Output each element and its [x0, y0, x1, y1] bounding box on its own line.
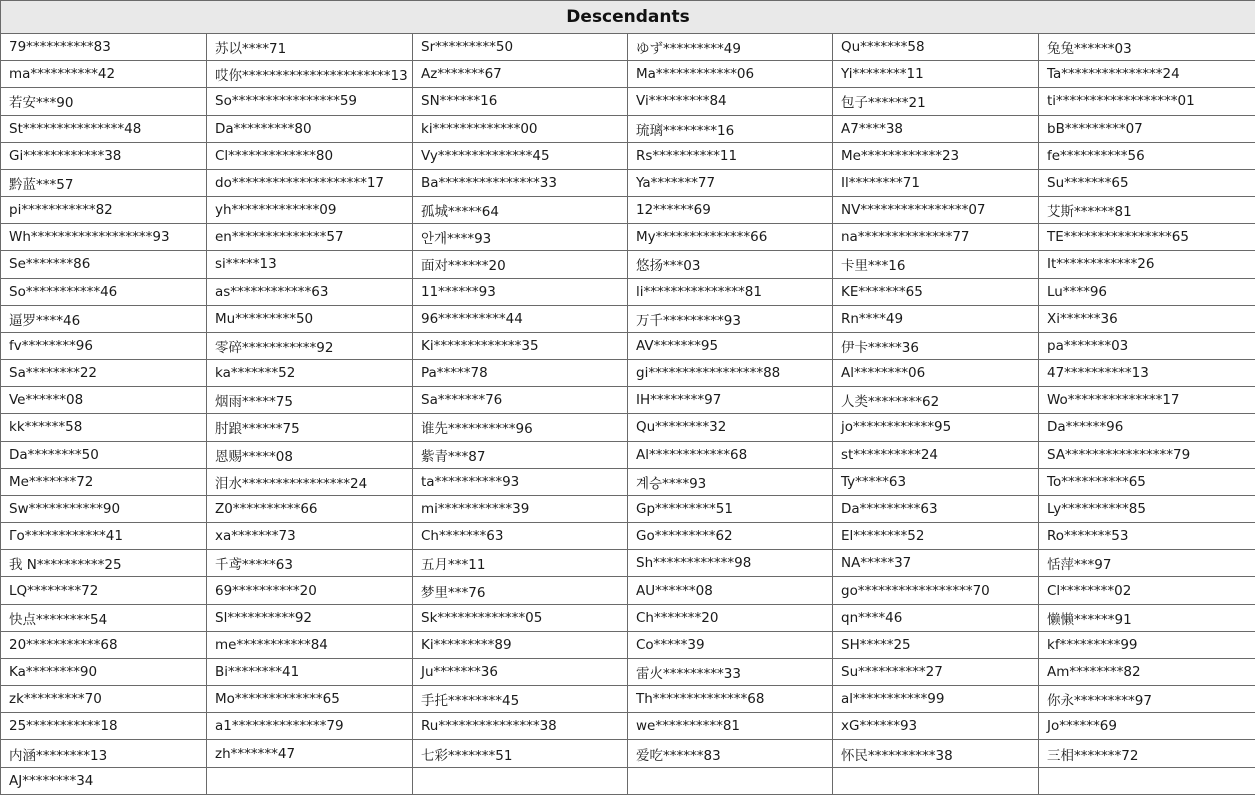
name-cell: 梦里***76 — [413, 577, 628, 604]
name-cell — [628, 767, 833, 794]
name-cell: LQ********72 — [1, 577, 207, 604]
name-cell: AJ********34 — [1, 767, 207, 794]
name-cell: 人类********62 — [833, 387, 1039, 414]
name-cell: 雷火*********33 — [628, 658, 833, 685]
name-cell: Ma************06 — [628, 61, 833, 88]
name-cell: Da*********63 — [833, 495, 1039, 522]
table-row — [1, 577, 1255, 604]
table-row — [1, 115, 1255, 142]
name-cell: 恩赐*****08 — [207, 441, 413, 468]
name-cell: Az*******67 — [413, 61, 628, 88]
name-cell: 25***********18 — [1, 713, 207, 740]
name-cell: 烟雨*****75 — [207, 387, 413, 414]
name-cell: Rn****49 — [833, 305, 1039, 332]
table-row — [1, 767, 1255, 794]
name-cell: To**********65 — [1039, 468, 1255, 495]
name-cell: Mu*********50 — [207, 305, 413, 332]
name-cell: Yi********11 — [833, 61, 1039, 88]
name-cell: Lu****96 — [1039, 278, 1255, 305]
table-row — [1, 251, 1255, 278]
table-row — [1, 88, 1255, 115]
name-cell: 69**********20 — [207, 577, 413, 604]
name-cell: 47**********13 — [1039, 360, 1255, 387]
name-cell: 内涵********13 — [1, 740, 207, 767]
name-cell: Pa*****78 — [413, 360, 628, 387]
table-row — [1, 360, 1255, 387]
table-row — [1, 550, 1255, 577]
name-cell: Qu*******58 — [833, 34, 1039, 61]
name-cell: ゆず*********49 — [628, 34, 833, 61]
name-cell: go*****************70 — [833, 577, 1039, 604]
name-cell: Ro*******53 — [1039, 523, 1255, 550]
table-row — [1, 740, 1255, 767]
name-cell: 怀民**********38 — [833, 740, 1039, 767]
name-cell: 계승****93 — [628, 468, 833, 495]
name-cell: Sh************98 — [628, 550, 833, 577]
name-cell: Ch*******20 — [628, 604, 833, 631]
name-cell: Ta***************24 — [1039, 61, 1255, 88]
name-cell: as************63 — [207, 278, 413, 305]
table-row — [1, 468, 1255, 495]
name-cell: na**************77 — [833, 224, 1039, 251]
name-cell: Gp*********51 — [628, 495, 833, 522]
name-cell: Al********06 — [833, 360, 1039, 387]
name-cell: 伊卡*****36 — [833, 332, 1039, 359]
name-cell: zh*******47 — [207, 740, 413, 767]
name-cell: Me************23 — [833, 142, 1039, 169]
name-cell: Da********50 — [1, 441, 207, 468]
name-cell: Da******96 — [1039, 414, 1255, 441]
name-cell: Wh******************93 — [1, 224, 207, 251]
name-cell: 零碎***********92 — [207, 332, 413, 359]
name-cell: 手托********45 — [413, 686, 628, 713]
name-cell: Xi******36 — [1039, 305, 1255, 332]
table-row — [1, 305, 1255, 332]
name-cell: Ki*************35 — [413, 332, 628, 359]
table-row — [1, 387, 1255, 414]
name-cell: 兔兔******03 — [1039, 34, 1255, 61]
name-cell: zk*********70 — [1, 686, 207, 713]
name-cell: Vy**************45 — [413, 142, 628, 169]
name-cell: Al************68 — [628, 441, 833, 468]
name-cell: 五月***11 — [413, 550, 628, 577]
name-cell: Sk*************05 — [413, 604, 628, 631]
name-cell: Sl**********92 — [207, 604, 413, 631]
header-row — [1, 1, 1255, 34]
name-cell: El********52 — [833, 523, 1039, 550]
name-cell: kk******58 — [1, 414, 207, 441]
table-title: Descendants — [1, 1, 1255, 34]
name-cell: AV*******95 — [628, 332, 833, 359]
name-cell: xG******93 — [833, 713, 1039, 740]
name-cell: Am********82 — [1039, 658, 1255, 685]
name-cell: 万千*********93 — [628, 305, 833, 332]
name-cell: IH********97 — [628, 387, 833, 414]
table-row — [1, 523, 1255, 550]
name-cell: Cl*************80 — [207, 142, 413, 169]
name-cell — [1039, 767, 1255, 794]
name-cell: 包子******21 — [833, 88, 1039, 115]
name-cell: 紫青***87 — [413, 441, 628, 468]
table-row — [1, 658, 1255, 685]
name-cell: 面对******20 — [413, 251, 628, 278]
table-row — [1, 332, 1255, 359]
name-cell: si*****13 — [207, 251, 413, 278]
name-cell: 苏以****71 — [207, 34, 413, 61]
name-cell: Go*********62 — [628, 523, 833, 550]
name-cell: 悠扬***03 — [628, 251, 833, 278]
name-cell: bB*********07 — [1039, 115, 1255, 142]
name-cell: NV****************07 — [833, 197, 1039, 224]
name-cell: qn****46 — [833, 604, 1039, 631]
name-cell: Gi************38 — [1, 142, 207, 169]
name-cell: fv********96 — [1, 332, 207, 359]
name-cell: mi***********39 — [413, 495, 628, 522]
name-cell: Cl********02 — [1039, 577, 1255, 604]
table-row — [1, 495, 1255, 522]
name-cell: al***********99 — [833, 686, 1039, 713]
name-cell: 黔蓝***57 — [1, 169, 207, 196]
name-cell: Ya*******77 — [628, 169, 833, 196]
name-cell: Rs**********11 — [628, 142, 833, 169]
name-cell: SN******16 — [413, 88, 628, 115]
name-cell: Ru***************38 — [413, 713, 628, 740]
name-cell: ka*******52 — [207, 360, 413, 387]
name-cell: yh*************09 — [207, 197, 413, 224]
name-cell: li***************81 — [628, 278, 833, 305]
name-cell: Ch*******63 — [413, 523, 628, 550]
name-cell: Qu********32 — [628, 414, 833, 441]
name-cell: Ki*********89 — [413, 631, 628, 658]
name-cell: me***********84 — [207, 631, 413, 658]
name-cell: Mo*************65 — [207, 686, 413, 713]
name-cell: Sw***********90 — [1, 495, 207, 522]
name-cell: fe**********56 — [1039, 142, 1255, 169]
name-cell: AU******08 — [628, 577, 833, 604]
name-cell: en**************57 — [207, 224, 413, 251]
name-cell: Z0**********66 — [207, 495, 413, 522]
name-cell: 我 N**********25 — [1, 550, 207, 577]
table-row — [1, 34, 1255, 61]
name-cell: Vi*********84 — [628, 88, 833, 115]
name-cell: Ve******08 — [1, 387, 207, 414]
name-cell — [413, 767, 628, 794]
name-cell: 안개****93 — [413, 224, 628, 251]
name-cell: Ba***************33 — [413, 169, 628, 196]
name-cell: 79**********83 — [1, 34, 207, 61]
name-cell: 96**********44 — [413, 305, 628, 332]
name-cell: Sa*******76 — [413, 387, 628, 414]
name-cell: 11******93 — [413, 278, 628, 305]
table-row — [1, 441, 1255, 468]
name-cell: 艾斯******81 — [1039, 197, 1255, 224]
name-cell: 懒懒******91 — [1039, 604, 1255, 631]
name-cell: 12******69 — [628, 197, 833, 224]
name-cell: St***************48 — [1, 115, 207, 142]
name-cell: 千鸢*****63 — [207, 550, 413, 577]
name-cell: Jo******69 — [1039, 713, 1255, 740]
name-cell: Wo**************17 — [1039, 387, 1255, 414]
table-row — [1, 278, 1255, 305]
table-row — [1, 169, 1255, 196]
name-cell: 逼罗****46 — [1, 305, 207, 332]
name-cell: xa*******73 — [207, 523, 413, 550]
name-cell: 孤城*****64 — [413, 197, 628, 224]
name-cell: ki*************00 — [413, 115, 628, 142]
name-cell: pi***********82 — [1, 197, 207, 224]
name-cell: Ly**********85 — [1039, 495, 1255, 522]
name-cell: SH*****25 — [833, 631, 1039, 658]
name-cell: Se*******86 — [1, 251, 207, 278]
name-cell: SA****************79 — [1039, 441, 1255, 468]
name-cell: jo************95 — [833, 414, 1039, 441]
table-row — [1, 197, 1255, 224]
name-cell: kf*********99 — [1039, 631, 1255, 658]
name-cell: Sr*********50 — [413, 34, 628, 61]
name-cell: Sa********22 — [1, 360, 207, 387]
name-cell: 七彩*******51 — [413, 740, 628, 767]
name-cell: gi*****************88 — [628, 360, 833, 387]
name-cell: Su**********27 — [833, 658, 1039, 685]
name-cell: My**************66 — [628, 224, 833, 251]
name-cell: 快点********54 — [1, 604, 207, 631]
name-cell: A7****38 — [833, 115, 1039, 142]
name-cell: Th**************68 — [628, 686, 833, 713]
name-cell: 若安***90 — [1, 88, 207, 115]
name-cell: NA*****37 — [833, 550, 1039, 577]
name-cell: Γo************41 — [1, 523, 207, 550]
name-cell: Me*******72 — [1, 468, 207, 495]
name-cell: 爱吃******83 — [628, 740, 833, 767]
name-cell: Co*****39 — [628, 631, 833, 658]
name-cell: ta**********93 — [413, 468, 628, 495]
name-cell: Ka********90 — [1, 658, 207, 685]
name-cell: It************26 — [1039, 251, 1255, 278]
name-cell: Da*********80 — [207, 115, 413, 142]
name-cell: 20***********68 — [1, 631, 207, 658]
table-row — [1, 414, 1255, 441]
table-row — [1, 61, 1255, 88]
name-cell — [207, 767, 413, 794]
name-cell: 肘踉******75 — [207, 414, 413, 441]
name-cell: 卡里***16 — [833, 251, 1039, 278]
name-cell: Bi********41 — [207, 658, 413, 685]
name-cell: we**********81 — [628, 713, 833, 740]
name-cell: Su*******65 — [1039, 169, 1255, 196]
table-row — [1, 631, 1255, 658]
name-cell: do********************17 — [207, 169, 413, 196]
name-cell: TE****************65 — [1039, 224, 1255, 251]
name-cell: 泪水****************24 — [207, 468, 413, 495]
name-cell: 恬萍***97 — [1039, 550, 1255, 577]
name-cell: KE*******65 — [833, 278, 1039, 305]
name-cell: ma**********42 — [1, 61, 207, 88]
name-cell: ti******************01 — [1039, 88, 1255, 115]
name-cell: 琉璃********16 — [628, 115, 833, 142]
name-cell: a1**************79 — [207, 713, 413, 740]
table-row — [1, 686, 1255, 713]
table-row — [1, 142, 1255, 169]
table-body — [1, 34, 1255, 795]
name-cell: 哎你**********************13 — [207, 61, 413, 88]
table-row — [1, 713, 1255, 740]
name-cell: 你永*********97 — [1039, 686, 1255, 713]
name-cell: 谁先**********96 — [413, 414, 628, 441]
name-cell: Ty*****63 — [833, 468, 1039, 495]
name-cell: Ju*******36 — [413, 658, 628, 685]
name-cell: 三相*******72 — [1039, 740, 1255, 767]
name-cell: So****************59 — [207, 88, 413, 115]
table-row — [1, 224, 1255, 251]
name-cell: Il********71 — [833, 169, 1039, 196]
name-cell: pa*******03 — [1039, 332, 1255, 359]
name-cell: st**********24 — [833, 441, 1039, 468]
table-row — [1, 604, 1255, 631]
name-cell — [833, 767, 1039, 794]
name-cell: So***********46 — [1, 278, 207, 305]
